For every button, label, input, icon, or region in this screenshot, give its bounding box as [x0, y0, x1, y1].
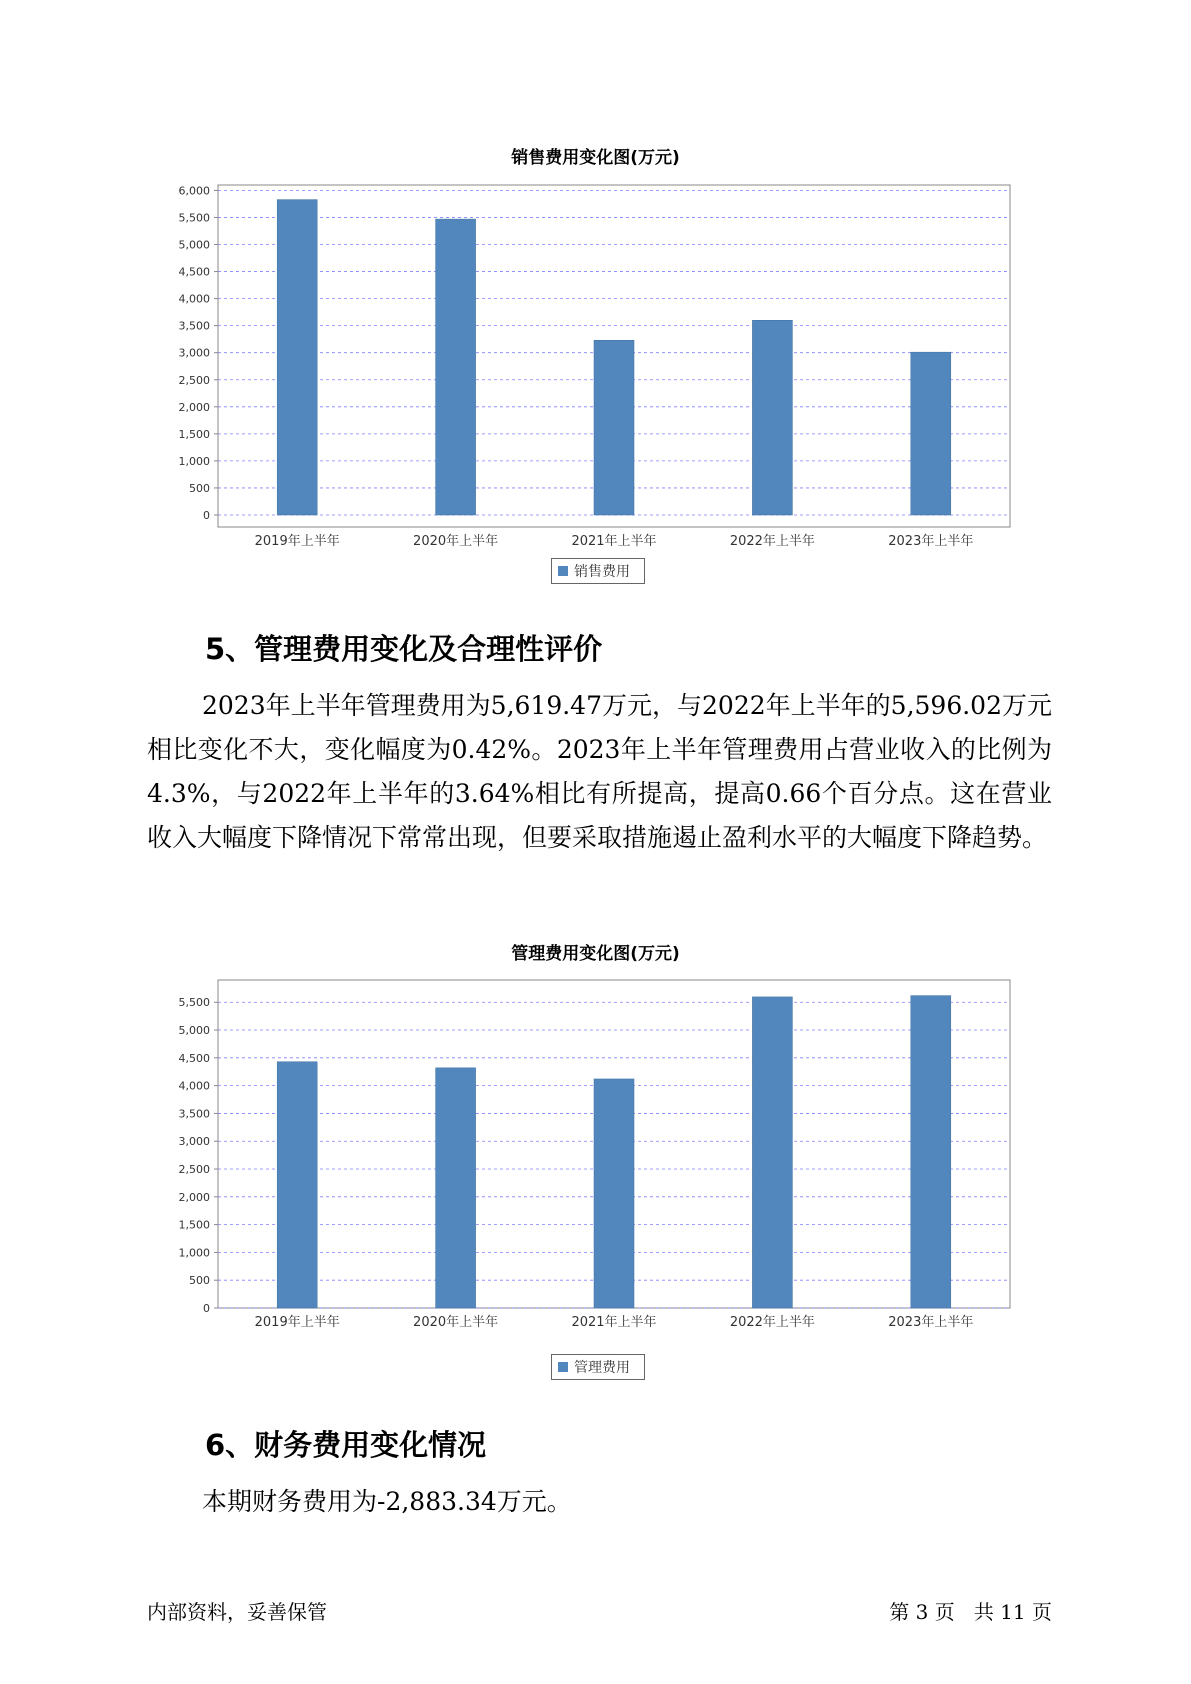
y-tick-label: 2,000 [178, 400, 210, 414]
bar [911, 996, 951, 1308]
chart-title: 管理费用变化图(万元) [511, 944, 680, 964]
y-tick-label: 4,000 [178, 1079, 210, 1093]
y-tick-label: 1,500 [178, 427, 210, 441]
section-paragraph: 本期财务费用为-2,883.34万元。 [202, 1487, 572, 1516]
bar [594, 340, 634, 515]
x-tick-label: 2021年上半年 [571, 1315, 657, 1330]
y-tick-label: 1,000 [178, 454, 210, 468]
chart-legend [551, 1354, 645, 1380]
y-tick-label: 3,000 [178, 1135, 210, 1149]
y-tick-label: 4,000 [178, 292, 210, 306]
x-tick-label: 2023年上半年 [888, 534, 974, 549]
y-tick-label: 5,000 [178, 1024, 210, 1038]
y-tick-label: 3,500 [178, 1107, 210, 1121]
y-tick-label: 4,500 [178, 265, 210, 279]
bar [436, 1068, 476, 1308]
section-heading: 5、管理费用变化及合理性评价 [205, 632, 603, 666]
chart-legend [551, 558, 645, 584]
footer-left: 内部资料，妥善保管 [147, 1600, 327, 1624]
y-tick-label: 1,500 [178, 1218, 210, 1232]
y-tick-label: 0 [203, 1302, 210, 1315]
admin-expense-bar-chart [0, 970, 1191, 1380]
y-tick-label: 2,500 [178, 1163, 210, 1177]
legend-label: 销售费用 [574, 564, 630, 580]
bar [436, 219, 476, 515]
y-tick-label: 5,000 [178, 238, 210, 252]
section-paragraph: 2023年上半年管理费用为5,619.47万元，与2022年上半年的5,596.02万元相比变化不大，变化幅度为0.42%。2023年上半年管理费用占营业收入的比例为4.3%，与2022年上半年的3.64%相比有所提高，提高0.66个百分点。这在营业收入大幅度下降情况下常常出现，但要采取措施遏止盈利水平的大幅度下降趋势。 [147, 691, 1052, 852]
x-tick-label: 2023年上半年 [888, 1315, 974, 1330]
y-tick-label: 500 [189, 481, 210, 495]
chart-title: 销售费用变化图(万元) [511, 148, 680, 168]
y-tick-label: 6,000 [178, 184, 210, 198]
bar [752, 320, 792, 515]
y-tick-label: 4,500 [178, 1051, 210, 1065]
bar [277, 200, 317, 515]
x-tick-label: 2019年上半年 [254, 1315, 340, 1330]
x-tick-label: 2022年上半年 [729, 534, 815, 549]
y-tick-label: 1,000 [178, 1246, 210, 1260]
legend-swatch [558, 566, 568, 576]
bar [277, 1062, 317, 1308]
y-tick-label: 500 [189, 1274, 210, 1288]
y-tick-label: 3,500 [178, 319, 210, 333]
section-heading: 6、财务费用变化情况 [205, 1428, 487, 1462]
x-tick-label: 2020年上半年 [413, 534, 499, 549]
sales-expense-bar-chart [0, 170, 1191, 590]
x-tick-label: 2019年上半年 [254, 534, 340, 549]
bar [752, 997, 792, 1308]
x-tick-label: 2020年上半年 [413, 1315, 499, 1330]
y-tick-label: 3,000 [178, 346, 210, 360]
x-tick-label: 2021年上半年 [571, 534, 657, 549]
y-tick-label: 2,500 [178, 373, 210, 387]
y-tick-label: 0 [203, 509, 210, 522]
bar [594, 1079, 634, 1308]
y-tick-label: 5,500 [178, 211, 210, 225]
footer-page-number: 第 3 页 共 11 页 [889, 1600, 1052, 1624]
y-tick-label: 2,000 [178, 1190, 210, 1204]
bar [911, 352, 951, 515]
x-tick-label: 2022年上半年 [729, 1315, 815, 1330]
legend-label: 管理费用 [574, 1360, 630, 1376]
y-tick-label: 5,500 [178, 996, 210, 1010]
legend-swatch [558, 1362, 568, 1372]
